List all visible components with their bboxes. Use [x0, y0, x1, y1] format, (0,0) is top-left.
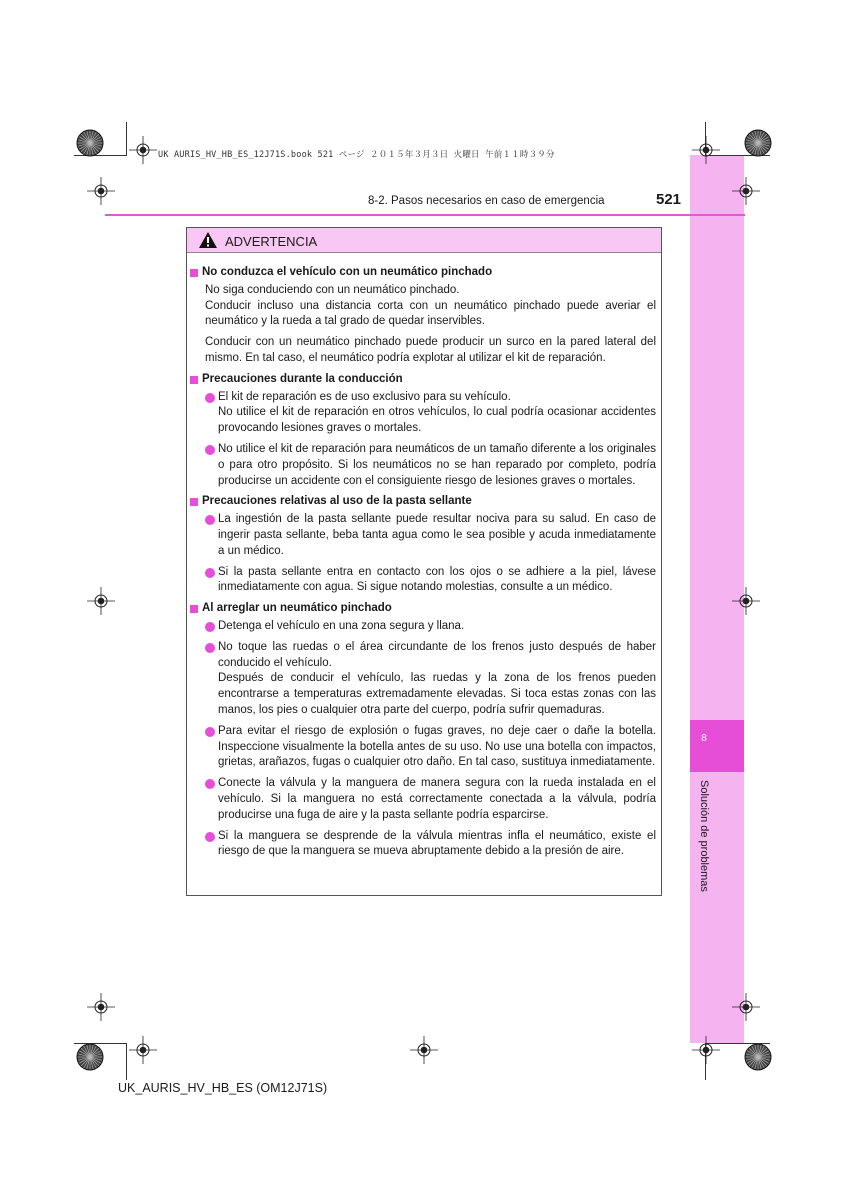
color-target-icon	[76, 129, 104, 157]
warning-bullet-item	[218, 724, 656, 771]
warning-bullet-item	[218, 390, 656, 437]
bullet-text: Para evitar el riesgo de explosión o fugas graves, no deje caer o dañe la botella. Inspeccione visualmente la botella antes de su uso. No use una botella con impactos, grietas, arañazos, fugas o cualquier otro daño. En tal caso, sustituya inmediatamente.	[218, 724, 656, 769]
round-bullet-icon	[205, 643, 215, 653]
page-number: 521	[656, 191, 682, 208]
warning-bullet-item	[218, 640, 656, 719]
round-bullet-icon	[205, 568, 215, 578]
section-heading-text: Al arreglar un neumático pinchado	[202, 602, 392, 615]
section-heading-text: Precauciones relativas al uso de la pasta sellante	[202, 495, 472, 508]
round-bullet-icon	[205, 832, 215, 842]
registration-mark-icon	[87, 587, 115, 615]
header-divider	[105, 214, 745, 216]
paragraph-text: Conducir incluso una distancia corta con un neumático pinchado puede averiar el neumático y la rueda a tal grado de quedar inservibles.	[205, 299, 656, 328]
round-bullet-icon	[205, 515, 215, 525]
square-bullet-icon	[190, 498, 198, 506]
registration-mark-icon	[692, 136, 720, 164]
registration-mark-icon	[410, 1036, 438, 1064]
warning-title: ADVERTENCIA	[225, 234, 318, 249]
round-bullet-icon	[205, 622, 215, 632]
round-bullet-icon	[205, 393, 215, 403]
warning-section-heading	[190, 601, 656, 617]
registration-mark-icon	[129, 136, 157, 164]
document-footer-code: UK_AURIS_HV_HB_ES (OM12J71S)	[118, 1081, 328, 1095]
bullet-text: El kit de reparación es de uso exclusivo para su vehículo.	[218, 390, 511, 403]
trim-line	[126, 122, 127, 156]
trim-line	[126, 1043, 127, 1080]
warning-section-heading	[190, 494, 656, 510]
registration-mark-icon	[87, 993, 115, 1021]
warning-bullet-item	[218, 565, 656, 597]
bullet-text: Después de conducir el vehículo, las ruedas y la zona de los frenos pueden encontrarse a temperaturas extremadamente elevadas. Si toca estas zonas con las manos, los pies o cualquier otra parte del cuerpo, podría sufrir quemaduras.	[218, 672, 656, 716]
warning-triangle-icon	[198, 231, 218, 254]
color-target-icon	[76, 1043, 104, 1071]
registration-mark-icon	[129, 1036, 157, 1064]
print-meta-line: UK AURIS_HV_HB_ES_12J71S.book 521 ページ ２０１５年３月３日 火曜日 午前１１時３９分	[158, 150, 555, 160]
warning-paragraph	[205, 335, 656, 367]
square-bullet-icon	[190, 269, 198, 277]
warning-bullet-item	[218, 619, 656, 635]
bullet-text: Detenga el vehículo en una zona segura y llana.	[218, 619, 465, 632]
color-target-icon	[744, 1043, 772, 1071]
registration-mark-icon	[732, 993, 760, 1021]
bullet-text: La ingestión de la pasta sellante puede resultar nociva para su salud. En caso de ingerir pasta sellante, beba tanta agua como le sea posible y acuda inmediatamente a un médico.	[218, 513, 656, 557]
chapter-tab	[690, 720, 744, 772]
section-title: 8-2. Pasos necesarios en caso de emergencia	[368, 195, 605, 207]
warning-bullet-item	[218, 829, 656, 861]
paragraph-text: Conducir con un neumático pinchado puede producir un surco en la pared lateral del mismo. En tal caso, el neumático podría explotar al utilizar el kit de reparación.	[205, 336, 656, 364]
chapter-number: 8	[701, 733, 707, 744]
warning-section-heading	[190, 372, 656, 388]
registration-mark-icon	[732, 587, 760, 615]
warning-bullet-item	[218, 442, 656, 489]
warning-bullet-item	[218, 776, 656, 823]
section-heading-text: No conduzca el vehículo con un neumático pinchado	[202, 266, 493, 278]
warning-content	[186, 263, 662, 865]
round-bullet-icon	[205, 727, 215, 737]
warning-bullet-item	[218, 512, 656, 559]
bullet-text: No toque las ruedas o el área circundante de los frenos justo después de haber conducido el vehículo.	[218, 640, 656, 669]
paragraph-text: No siga conduciendo con un neumático pinchado.	[205, 283, 460, 296]
registration-mark-icon	[87, 177, 115, 205]
bullet-text: Conecte la válvula y la manguera de manera segura con la rueda instalada en el vehículo. Si la manguera no está correctamente conectada a la válvula, podría producirse una fuga de aire y la pasta sellante podría esparcirse.	[218, 777, 656, 821]
round-bullet-icon	[205, 779, 215, 789]
chapter-title: Solución de problemas	[698, 780, 710, 892]
registration-mark-icon	[692, 1036, 720, 1064]
section-heading-text: Precauciones durante la conducción	[202, 372, 403, 385]
warning-paragraph	[205, 283, 656, 330]
warning-section-heading	[190, 265, 656, 281]
color-target-icon	[744, 129, 772, 157]
bullet-text: Si la pasta sellante entra en contacto con los ojos o se adhiere a la piel, lávese inmediatamente con agua. Si sigue notando molestias, consulte a un médico.	[218, 565, 656, 594]
bullet-text: Si la manguera se desprende de la válvula mientras infla el neumático, existe el riesgo de que la manguera se mueva abruptamente debido a la presión de aire.	[218, 829, 656, 858]
square-bullet-icon	[190, 376, 198, 384]
registration-mark-icon	[732, 177, 760, 205]
bullet-text: No utilice el kit de reparación para neumáticos de un tamaño diferente a los originales o para otro propósito. Si los neumáticos no se han reparado por completo, podría producirse un accidente con el consiguiente riesgo de lesiones graves o mortales.	[218, 442, 656, 487]
bullet-text: No utilice el kit de reparación en otros vehículos, lo cual podría ocasionar accidentes provocando lesiones graves o mortales.	[218, 406, 656, 435]
square-bullet-icon	[190, 605, 198, 613]
round-bullet-icon	[205, 445, 215, 455]
